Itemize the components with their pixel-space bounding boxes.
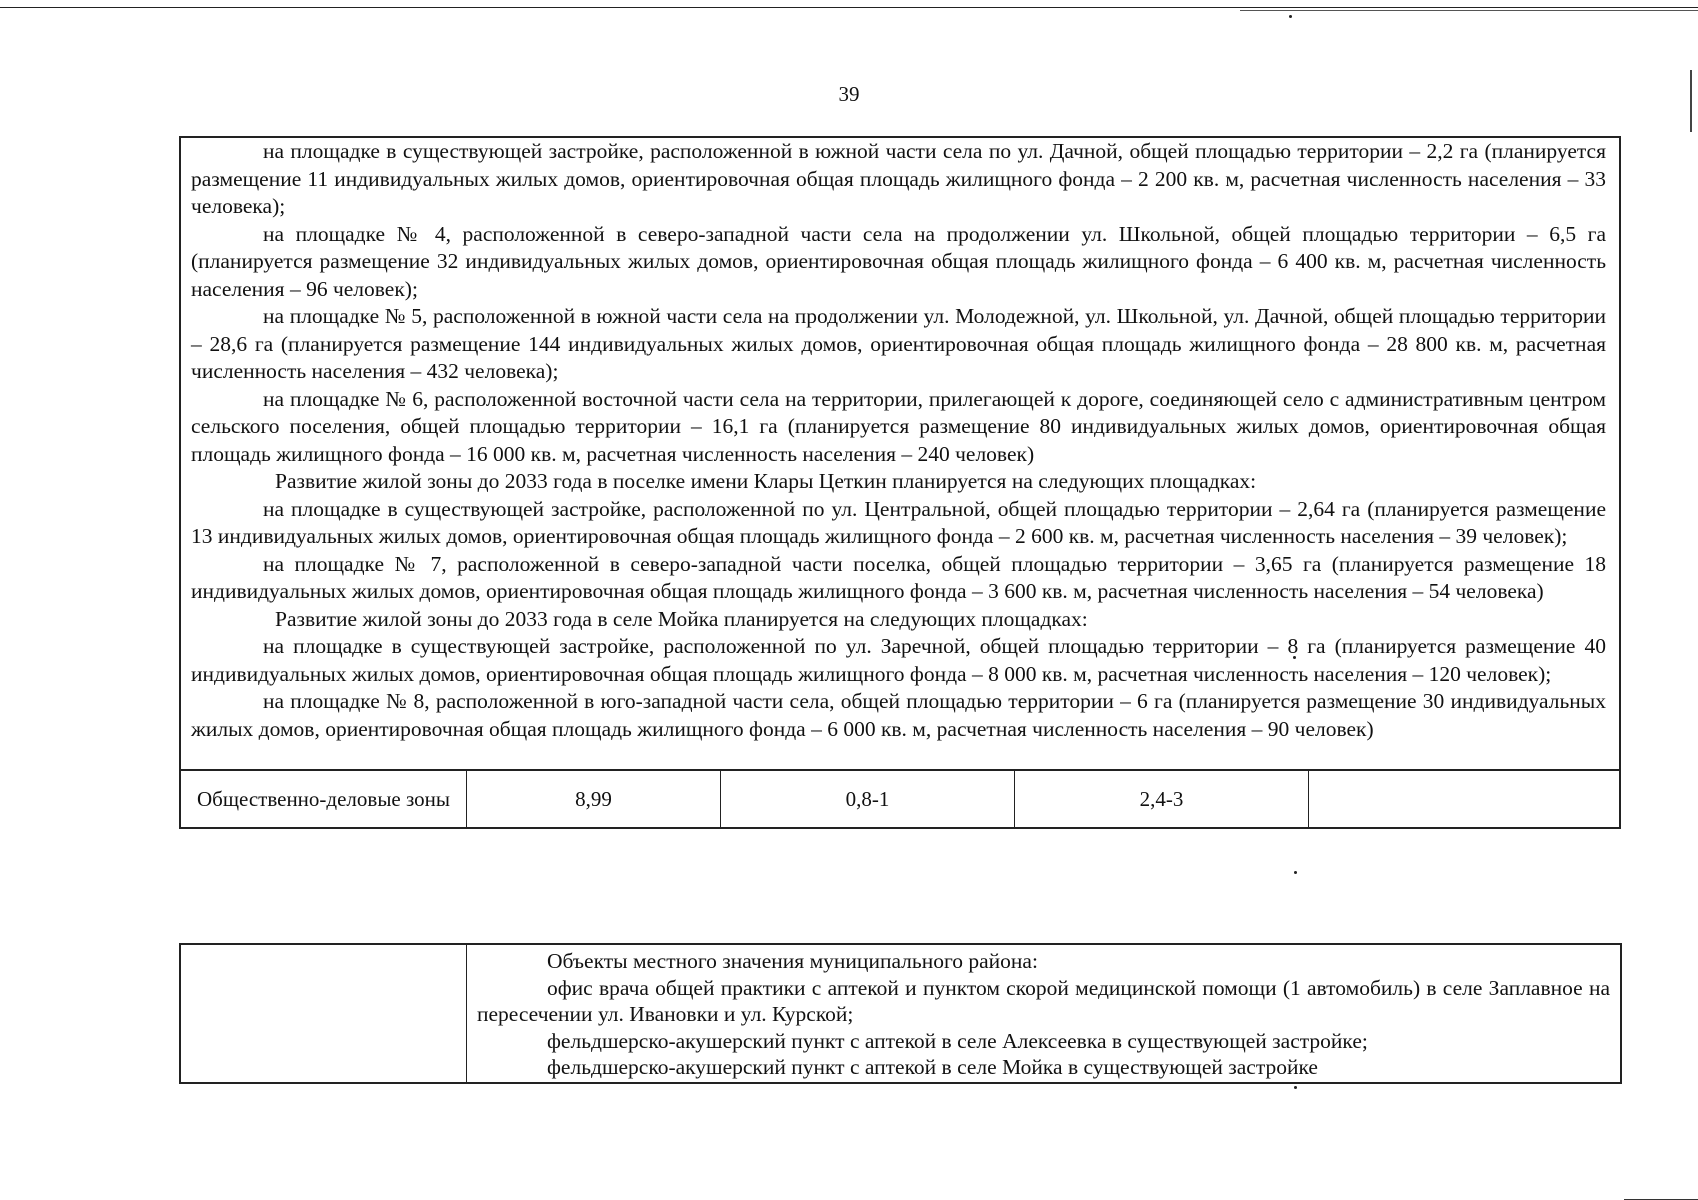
settlement-heading: Развитие жилой зоны до 2033 года в селе Мойка планируется на следующих площадках:	[275, 606, 1088, 631]
scan-top-border-line	[0, 7, 1698, 8]
settlement-heading: Развитие жилой зоны до 2033 года в поселке имени Клары Цеткин планируется на следующих площадках:	[275, 469, 1257, 493]
table-row	[181, 769, 1619, 827]
site-paragraph: на площадке в существующей застройке, расположенной по ул. Заречной, общей площадью территории – 8 га (планируется размещение 40 индивидуальных жилых домов, ориентировочная общая площадь жилищного фонда – 8 000 кв. м, расчетная численность населения – 120 человек);	[191, 634, 1606, 686]
site-paragraph: на площадке № 7, расположенной в северо-западной части поселка, общей площадью территории – 3,65 га (планируется размещение 18 индивидуальных жилых домов, ориентировочная общая площадь жилищного фонда – 3 600 кв. м, расчетная численность населения – 54 человека)	[191, 551, 1606, 603]
residential-zone-text	[181, 138, 1619, 769]
site-paragraph: на площадке в существующей застройке, расположенной в южной части села по ул. Дачной, общей площадью территории – 2,2 га (планируется размещение 11 индивидуальных жилых домов, ориентировочная общая площадь жилищного фонда – 2 200 кв. м, расчетная численность населения – 33 человека);	[191, 139, 1606, 218]
zone-value-cell: 2,4-3	[1015, 771, 1309, 827]
zone-name-cell: Общественно-деловые зоны	[181, 771, 467, 827]
zone-value-cell: 0,8-1	[721, 771, 1015, 827]
object-item: фельдшерско-акушерский пункт с аптекой в селе Мойка в существующей застройке	[547, 1055, 1318, 1079]
site-paragraph: на площадке № 4, расположенной в северо-западной части села на продолжении ул. Школьной, общей площадью территории – 6,5 га (планируется размещение 32 индивидуальных жилых домов, ориентировочная общая площадь жилищного фонда – 6 400 кв. м, расчетная численность населения – 96 человек);	[191, 221, 1606, 301]
scan-speck	[1294, 871, 1297, 874]
scan-top-border-line-secondary	[1240, 10, 1698, 11]
zone-empty-cell	[1309, 771, 1619, 827]
site-paragraph: на площадке № 5, расположенной в южной части села на продолжении ул. Молодежной, ул. Школьной, ул. Дачной, общей площадью территории – 28,6 га (планируется размещение 144 индивидуальных жилых домов, ориентировочная общая площадь жилищного фонда – 28 800 кв. м, расчетная численность населения – 432 человека);	[191, 304, 1606, 383]
objects-heading: Объекты местного значения муниципального района:	[547, 949, 1038, 973]
table-body	[179, 136, 1621, 829]
scan-speck	[1289, 15, 1292, 18]
table-row	[179, 943, 1622, 1084]
scan-speck	[1294, 1086, 1297, 1089]
object-item: фельдшерско-акушерский пункт с аптекой в селе Алексеевка в существующей застройке;	[547, 1028, 1368, 1053]
site-paragraph: на площадке № 6, расположенной восточной части села на территории, прилегающей к дороге, соединяющей село с административным центром сельского поселения, общей площадью территории – 16,1 га (планируется размещение 80 индивидуальных жилых домов, ориентировочная общая площадь жилищного фонда – 16 000 кв. м, расчетная численность населения – 240 человек)	[191, 386, 1606, 466]
objects-empty-cell	[181, 945, 467, 1082]
zone-area-cell: 8,99	[467, 771, 721, 827]
object-item: офис врача общей практики с аптекой и пунктом скорой медицинской помощи (1 автомобиль) в селе Заплавное на пересечении ул. Ивановки и ул. Курской;	[477, 975, 1610, 1026]
objects-cell	[467, 945, 1620, 1082]
site-paragraph: на площадке № 8, расположенной в юго-западной части села, общей площадью территории – 6 га (планируется размещение 30 индивидуальных жилых домов, ориентировочная общая площадь жилищного фонда – 6 000 кв. м, расчетная численность населения – 90 человек)	[191, 689, 1606, 741]
page-number: 39	[838, 82, 860, 106]
site-paragraph: на площадке в существующей застройке, расположенной по ул. Центральной, общей площадью территории – 2,64 га (планируется размещение 13 индивидуальных жилых домов, ориентировочная общая площадь жилищного фонда – 2 600 кв. м, расчетная численность населения – 39 человек);	[191, 496, 1606, 548]
